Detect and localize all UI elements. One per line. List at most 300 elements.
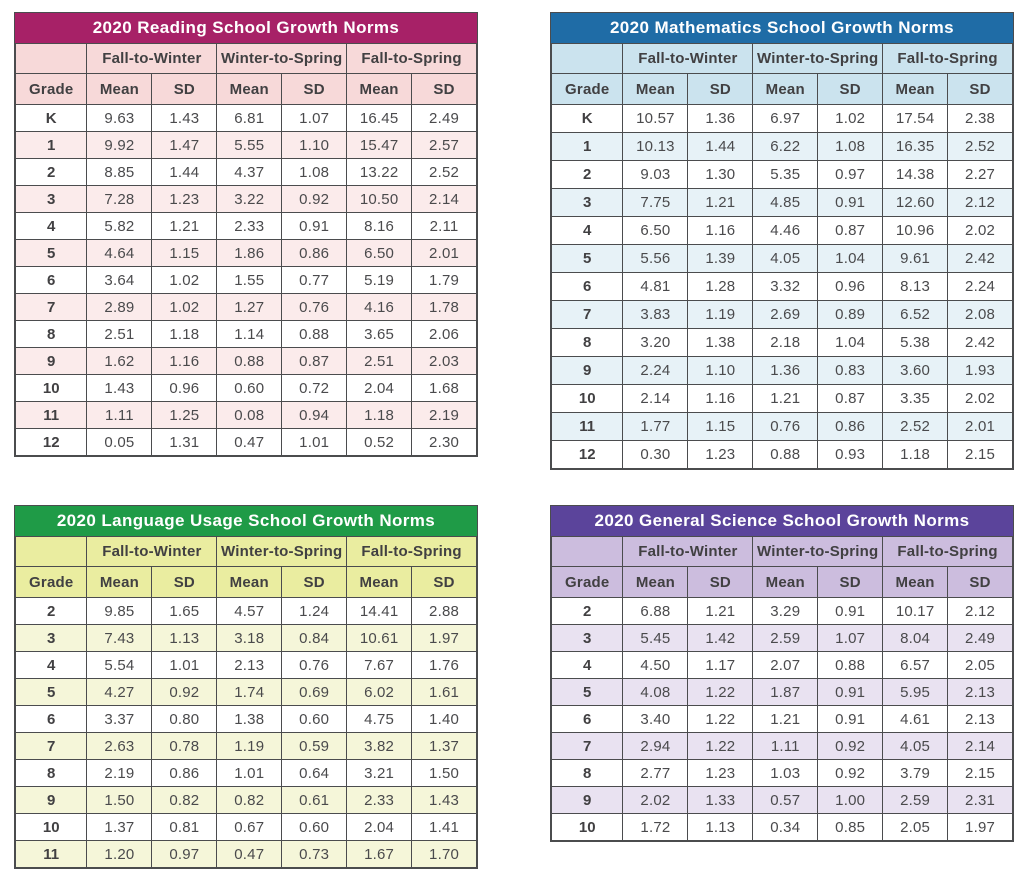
table-row xyxy=(16,402,477,429)
grade-cell: 2 xyxy=(552,598,623,625)
reading-norms-grid xyxy=(15,43,477,456)
value-cell: 2.42 xyxy=(948,245,1013,273)
value-cell: 5.35 xyxy=(753,161,818,189)
value-cell: 1.00 xyxy=(818,787,883,814)
grade-cell: 9 xyxy=(552,787,623,814)
value-cell: 0.60 xyxy=(217,375,282,402)
value-cell: 4.08 xyxy=(623,679,688,706)
value-cell: 2.94 xyxy=(623,733,688,760)
sd-column-header: SD xyxy=(948,567,1013,598)
value-cell: 1.37 xyxy=(87,814,152,841)
table-row xyxy=(552,357,1013,385)
value-cell: 1.50 xyxy=(412,760,477,787)
value-cell: 1.11 xyxy=(87,402,152,429)
column-header-row xyxy=(552,74,1013,105)
grade-cell: 4 xyxy=(16,652,87,679)
value-cell: 0.88 xyxy=(753,441,818,469)
value-cell: 2.04 xyxy=(347,814,412,841)
value-cell: 2.14 xyxy=(948,733,1013,760)
table-row xyxy=(552,105,1013,133)
value-cell: 3.22 xyxy=(217,186,282,213)
value-cell: 1.10 xyxy=(688,357,753,385)
value-cell: 1.27 xyxy=(217,294,282,321)
table-row xyxy=(16,132,477,159)
value-cell: 2.01 xyxy=(412,240,477,267)
value-cell: 2.30 xyxy=(412,429,477,456)
table-row xyxy=(552,652,1013,679)
grade-cell: 3 xyxy=(16,186,87,213)
table-row xyxy=(552,385,1013,413)
sd-column-header: SD xyxy=(818,567,883,598)
value-cell: 1.13 xyxy=(152,625,217,652)
value-cell: 0.76 xyxy=(753,413,818,441)
value-cell: 5.54 xyxy=(87,652,152,679)
value-cell: 1.87 xyxy=(753,679,818,706)
term-group-header-row xyxy=(16,44,477,74)
value-cell: 8.04 xyxy=(883,625,948,652)
mean-column-header: Mean xyxy=(623,567,688,598)
mean-column-header: Mean xyxy=(753,74,818,105)
grade-cell: 5 xyxy=(552,245,623,273)
value-cell: 6.50 xyxy=(347,240,412,267)
grade-column-header: Grade xyxy=(16,567,87,598)
value-cell: 0.87 xyxy=(282,348,347,375)
grade-cell: 7 xyxy=(16,733,87,760)
winter-to-spring-header: Winter-to-Spring xyxy=(753,537,883,567)
value-cell: 0.82 xyxy=(152,787,217,814)
mean-column-header: Mean xyxy=(883,74,948,105)
value-cell: 0.78 xyxy=(152,733,217,760)
value-cell: 1.38 xyxy=(217,706,282,733)
grade-cell: 8 xyxy=(16,321,87,348)
value-cell: 12.60 xyxy=(883,189,948,217)
value-cell: 1.20 xyxy=(87,841,152,868)
value-cell: 2.19 xyxy=(412,402,477,429)
value-cell: 4.46 xyxy=(753,217,818,245)
grade-cell: 10 xyxy=(552,814,623,841)
general-science-norms-grid xyxy=(551,536,1013,841)
mean-column-header: Mean xyxy=(87,74,152,105)
grade-cell: 7 xyxy=(552,301,623,329)
value-cell: 2.11 xyxy=(412,213,477,240)
value-cell: 2.59 xyxy=(753,625,818,652)
value-cell: 0.86 xyxy=(152,760,217,787)
fall-to-spring-header: Fall-to-Spring xyxy=(347,44,477,74)
value-cell: 2.12 xyxy=(948,189,1013,217)
corner-cell xyxy=(16,44,87,74)
value-cell: 1.02 xyxy=(152,267,217,294)
value-cell: 8.85 xyxy=(87,159,152,186)
grade-cell: 11 xyxy=(16,841,87,868)
value-cell: 0.87 xyxy=(818,217,883,245)
grade-column-header: Grade xyxy=(16,74,87,105)
value-cell: 9.61 xyxy=(883,245,948,273)
value-cell: 1.21 xyxy=(753,385,818,413)
table-row xyxy=(16,598,477,625)
value-cell: 1.02 xyxy=(152,294,217,321)
value-cell: 4.85 xyxy=(753,189,818,217)
value-cell: 2.13 xyxy=(217,652,282,679)
value-cell: 0.91 xyxy=(818,598,883,625)
grade-cell: 6 xyxy=(552,273,623,301)
table-row xyxy=(16,240,477,267)
value-cell: 3.21 xyxy=(347,760,412,787)
grade-cell: 1 xyxy=(552,133,623,161)
value-cell: 2.08 xyxy=(948,301,1013,329)
value-cell: 0.08 xyxy=(217,402,282,429)
value-cell: 2.24 xyxy=(948,273,1013,301)
value-cell: 1.22 xyxy=(688,706,753,733)
value-cell: 2.18 xyxy=(753,329,818,357)
value-cell: 0.34 xyxy=(753,814,818,841)
sd-column-header: SD xyxy=(412,74,477,105)
value-cell: 2.89 xyxy=(87,294,152,321)
grade-cell: 8 xyxy=(16,760,87,787)
mean-column-header: Mean xyxy=(217,74,282,105)
value-cell: 0.73 xyxy=(282,841,347,868)
value-cell: 2.49 xyxy=(948,625,1013,652)
grade-cell: 3 xyxy=(552,189,623,217)
value-cell: 2.07 xyxy=(753,652,818,679)
fall-to-spring-header: Fall-to-Spring xyxy=(883,44,1013,74)
value-cell: 0.72 xyxy=(282,375,347,402)
value-cell: 0.52 xyxy=(347,429,412,456)
mathematics-growth-norms-table xyxy=(550,12,1014,470)
value-cell: 0.96 xyxy=(818,273,883,301)
value-cell: 1.18 xyxy=(152,321,217,348)
sd-column-header: SD xyxy=(818,74,883,105)
grade-cell: 4 xyxy=(16,213,87,240)
value-cell: 0.67 xyxy=(217,814,282,841)
value-cell: 2.57 xyxy=(412,132,477,159)
value-cell: 2.15 xyxy=(948,441,1013,469)
value-cell: 1.61 xyxy=(412,679,477,706)
value-cell: 0.61 xyxy=(282,787,347,814)
value-cell: 0.05 xyxy=(87,429,152,456)
value-cell: 1.70 xyxy=(412,841,477,868)
value-cell: 0.92 xyxy=(282,186,347,213)
grade-cell: 2 xyxy=(552,161,623,189)
value-cell: 1.42 xyxy=(688,625,753,652)
value-cell: 1.78 xyxy=(412,294,477,321)
value-cell: 2.05 xyxy=(948,652,1013,679)
value-cell: 0.88 xyxy=(217,348,282,375)
value-cell: 2.27 xyxy=(948,161,1013,189)
value-cell: 6.81 xyxy=(217,105,282,132)
value-cell: 2.52 xyxy=(412,159,477,186)
sd-column-header: SD xyxy=(688,567,753,598)
table-row xyxy=(16,652,477,679)
general-science-table-title: 2020 General Science School Growth Norms xyxy=(551,506,1013,536)
mean-column-header: Mean xyxy=(217,567,282,598)
table-row xyxy=(552,625,1013,652)
value-cell: 2.05 xyxy=(883,814,948,841)
grade-cell: 11 xyxy=(16,402,87,429)
grade-cell: 5 xyxy=(16,240,87,267)
value-cell: 0.91 xyxy=(818,706,883,733)
value-cell: 1.38 xyxy=(688,329,753,357)
value-cell: 1.16 xyxy=(688,385,753,413)
value-cell: 1.77 xyxy=(623,413,688,441)
value-cell: 6.97 xyxy=(753,105,818,133)
value-cell: 5.38 xyxy=(883,329,948,357)
value-cell: 3.83 xyxy=(623,301,688,329)
value-cell: 0.91 xyxy=(818,189,883,217)
value-cell: 2.31 xyxy=(948,787,1013,814)
value-cell: 9.03 xyxy=(623,161,688,189)
grade-cell: 10 xyxy=(16,375,87,402)
table-row xyxy=(16,625,477,652)
value-cell: 1.21 xyxy=(753,706,818,733)
value-cell: 1.44 xyxy=(152,159,217,186)
language-usage-table-title: 2020 Language Usage School Growth Norms xyxy=(15,506,477,536)
table-row xyxy=(16,429,477,456)
column-header-row xyxy=(16,74,477,105)
value-cell: 0.57 xyxy=(753,787,818,814)
value-cell: 4.75 xyxy=(347,706,412,733)
table-row xyxy=(552,441,1013,469)
value-cell: 0.84 xyxy=(282,625,347,652)
value-cell: 0.91 xyxy=(282,213,347,240)
value-cell: 2.02 xyxy=(948,385,1013,413)
value-cell: 1.22 xyxy=(688,733,753,760)
value-cell: 2.03 xyxy=(412,348,477,375)
table-row xyxy=(16,321,477,348)
value-cell: 0.88 xyxy=(818,652,883,679)
value-cell: 1.30 xyxy=(688,161,753,189)
value-cell: 2.24 xyxy=(623,357,688,385)
column-header-row xyxy=(16,567,477,598)
grade-cell: 2 xyxy=(16,159,87,186)
general-science-growth-norms-table xyxy=(550,505,1014,842)
table-row xyxy=(16,706,477,733)
sd-column-header: SD xyxy=(948,74,1013,105)
value-cell: 8.13 xyxy=(883,273,948,301)
value-cell: 1.21 xyxy=(152,213,217,240)
value-cell: 1.50 xyxy=(87,787,152,814)
value-cell: 7.28 xyxy=(87,186,152,213)
value-cell: 0.60 xyxy=(282,706,347,733)
value-cell: 1.72 xyxy=(623,814,688,841)
value-cell: 6.88 xyxy=(623,598,688,625)
grade-cell: 8 xyxy=(552,329,623,357)
value-cell: 1.22 xyxy=(688,679,753,706)
value-cell: 16.35 xyxy=(883,133,948,161)
grade-cell: 12 xyxy=(16,429,87,456)
grade-cell: 8 xyxy=(552,760,623,787)
value-cell: 7.75 xyxy=(623,189,688,217)
value-cell: 0.30 xyxy=(623,441,688,469)
sd-column-header: SD xyxy=(412,567,477,598)
value-cell: 2.88 xyxy=(412,598,477,625)
value-cell: 1.43 xyxy=(412,787,477,814)
value-cell: 0.87 xyxy=(818,385,883,413)
value-cell: 2.69 xyxy=(753,301,818,329)
value-cell: 0.69 xyxy=(282,679,347,706)
grade-cell: 3 xyxy=(552,625,623,652)
grade-cell: 9 xyxy=(16,348,87,375)
value-cell: 0.60 xyxy=(282,814,347,841)
language-usage-norms-grid xyxy=(15,536,477,868)
fall-to-spring-header: Fall-to-Spring xyxy=(347,537,477,567)
value-cell: 1.25 xyxy=(152,402,217,429)
value-cell: 1.04 xyxy=(818,245,883,273)
table-row xyxy=(552,189,1013,217)
value-cell: 1.16 xyxy=(688,217,753,245)
value-cell: 0.96 xyxy=(152,375,217,402)
value-cell: 1.19 xyxy=(688,301,753,329)
value-cell: 1.15 xyxy=(688,413,753,441)
table-row xyxy=(552,161,1013,189)
table-body xyxy=(552,105,1013,469)
value-cell: 0.97 xyxy=(818,161,883,189)
value-cell: 1.43 xyxy=(87,375,152,402)
sd-column-header: SD xyxy=(282,567,347,598)
value-cell: 1.62 xyxy=(87,348,152,375)
value-cell: 1.21 xyxy=(688,189,753,217)
value-cell: 1.37 xyxy=(412,733,477,760)
value-cell: 10.50 xyxy=(347,186,412,213)
grade-cell: 6 xyxy=(16,267,87,294)
value-cell: 9.92 xyxy=(87,132,152,159)
value-cell: 0.92 xyxy=(818,733,883,760)
value-cell: 0.59 xyxy=(282,733,347,760)
value-cell: 1.33 xyxy=(688,787,753,814)
winter-to-spring-header: Winter-to-Spring xyxy=(217,44,347,74)
value-cell: 1.79 xyxy=(412,267,477,294)
grade-cell: 7 xyxy=(552,733,623,760)
value-cell: 1.23 xyxy=(688,441,753,469)
value-cell: 3.65 xyxy=(347,321,412,348)
value-cell: 0.97 xyxy=(152,841,217,868)
table-row xyxy=(552,733,1013,760)
value-cell: 1.07 xyxy=(282,105,347,132)
value-cell: 3.35 xyxy=(883,385,948,413)
value-cell: 17.54 xyxy=(883,105,948,133)
table-row xyxy=(552,598,1013,625)
grade-cell: 3 xyxy=(16,625,87,652)
value-cell: 2.52 xyxy=(948,133,1013,161)
value-cell: 10.13 xyxy=(623,133,688,161)
value-cell: 0.64 xyxy=(282,760,347,787)
value-cell: 2.01 xyxy=(948,413,1013,441)
value-cell: 9.85 xyxy=(87,598,152,625)
fall-to-winter-header: Fall-to-Winter xyxy=(623,44,753,74)
value-cell: 1.01 xyxy=(217,760,282,787)
value-cell: 14.38 xyxy=(883,161,948,189)
table-row xyxy=(552,814,1013,841)
sd-column-header: SD xyxy=(152,74,217,105)
value-cell: 0.82 xyxy=(217,787,282,814)
table-row xyxy=(16,348,477,375)
value-cell: 1.43 xyxy=(152,105,217,132)
value-cell: 0.81 xyxy=(152,814,217,841)
table-body xyxy=(16,105,477,456)
value-cell: 1.68 xyxy=(412,375,477,402)
value-cell: 2.19 xyxy=(87,760,152,787)
value-cell: 4.05 xyxy=(753,245,818,273)
value-cell: 4.57 xyxy=(217,598,282,625)
table-row xyxy=(552,133,1013,161)
value-cell: 1.74 xyxy=(217,679,282,706)
term-group-header-row xyxy=(552,537,1013,567)
value-cell: 13.22 xyxy=(347,159,412,186)
grade-cell: K xyxy=(16,105,87,132)
value-cell: 1.08 xyxy=(282,159,347,186)
value-cell: 1.23 xyxy=(152,186,217,213)
value-cell: 1.17 xyxy=(688,652,753,679)
value-cell: 1.18 xyxy=(883,441,948,469)
grade-cell: 2 xyxy=(16,598,87,625)
value-cell: 1.36 xyxy=(753,357,818,385)
value-cell: 4.81 xyxy=(623,273,688,301)
value-cell: 2.06 xyxy=(412,321,477,348)
value-cell: 5.45 xyxy=(623,625,688,652)
value-cell: 3.40 xyxy=(623,706,688,733)
value-cell: 1.08 xyxy=(818,133,883,161)
value-cell: 1.02 xyxy=(818,105,883,133)
value-cell: 9.63 xyxy=(87,105,152,132)
fall-to-winter-header: Fall-to-Winter xyxy=(87,44,217,74)
value-cell: 1.97 xyxy=(948,814,1013,841)
value-cell: 4.05 xyxy=(883,733,948,760)
value-cell: 3.18 xyxy=(217,625,282,652)
value-cell: 0.86 xyxy=(818,413,883,441)
grade-cell: 10 xyxy=(552,385,623,413)
value-cell: 0.92 xyxy=(152,679,217,706)
value-cell: 1.01 xyxy=(282,429,347,456)
value-cell: 1.65 xyxy=(152,598,217,625)
table-body xyxy=(16,598,477,868)
value-cell: 1.76 xyxy=(412,652,477,679)
grade-cell: 9 xyxy=(552,357,623,385)
language-usage-growth-norms-table xyxy=(14,505,478,869)
grade-cell: 6 xyxy=(552,706,623,733)
value-cell: 0.80 xyxy=(152,706,217,733)
value-cell: 0.83 xyxy=(818,357,883,385)
grade-cell: 9 xyxy=(16,787,87,814)
grade-cell: 6 xyxy=(16,706,87,733)
value-cell: 0.76 xyxy=(282,652,347,679)
value-cell: 0.94 xyxy=(282,402,347,429)
grade-cell: K xyxy=(552,105,623,133)
value-cell: 4.64 xyxy=(87,240,152,267)
value-cell: 10.96 xyxy=(883,217,948,245)
value-cell: 15.47 xyxy=(347,132,412,159)
mean-column-header: Mean xyxy=(87,567,152,598)
value-cell: 2.13 xyxy=(948,706,1013,733)
grade-cell: 5 xyxy=(16,679,87,706)
value-cell: 1.47 xyxy=(152,132,217,159)
value-cell: 14.41 xyxy=(347,598,412,625)
value-cell: 0.91 xyxy=(818,679,883,706)
value-cell: 16.45 xyxy=(347,105,412,132)
table-row xyxy=(16,814,477,841)
value-cell: 1.03 xyxy=(753,760,818,787)
value-cell: 2.33 xyxy=(347,787,412,814)
value-cell: 6.02 xyxy=(347,679,412,706)
table-row xyxy=(16,186,477,213)
table-row xyxy=(552,787,1013,814)
value-cell: 3.82 xyxy=(347,733,412,760)
value-cell: 2.52 xyxy=(883,413,948,441)
value-cell: 3.20 xyxy=(623,329,688,357)
value-cell: 1.01 xyxy=(152,652,217,679)
value-cell: 10.61 xyxy=(347,625,412,652)
value-cell: 1.97 xyxy=(412,625,477,652)
value-cell: 1.14 xyxy=(217,321,282,348)
mathematics-norms-grid xyxy=(551,43,1013,469)
